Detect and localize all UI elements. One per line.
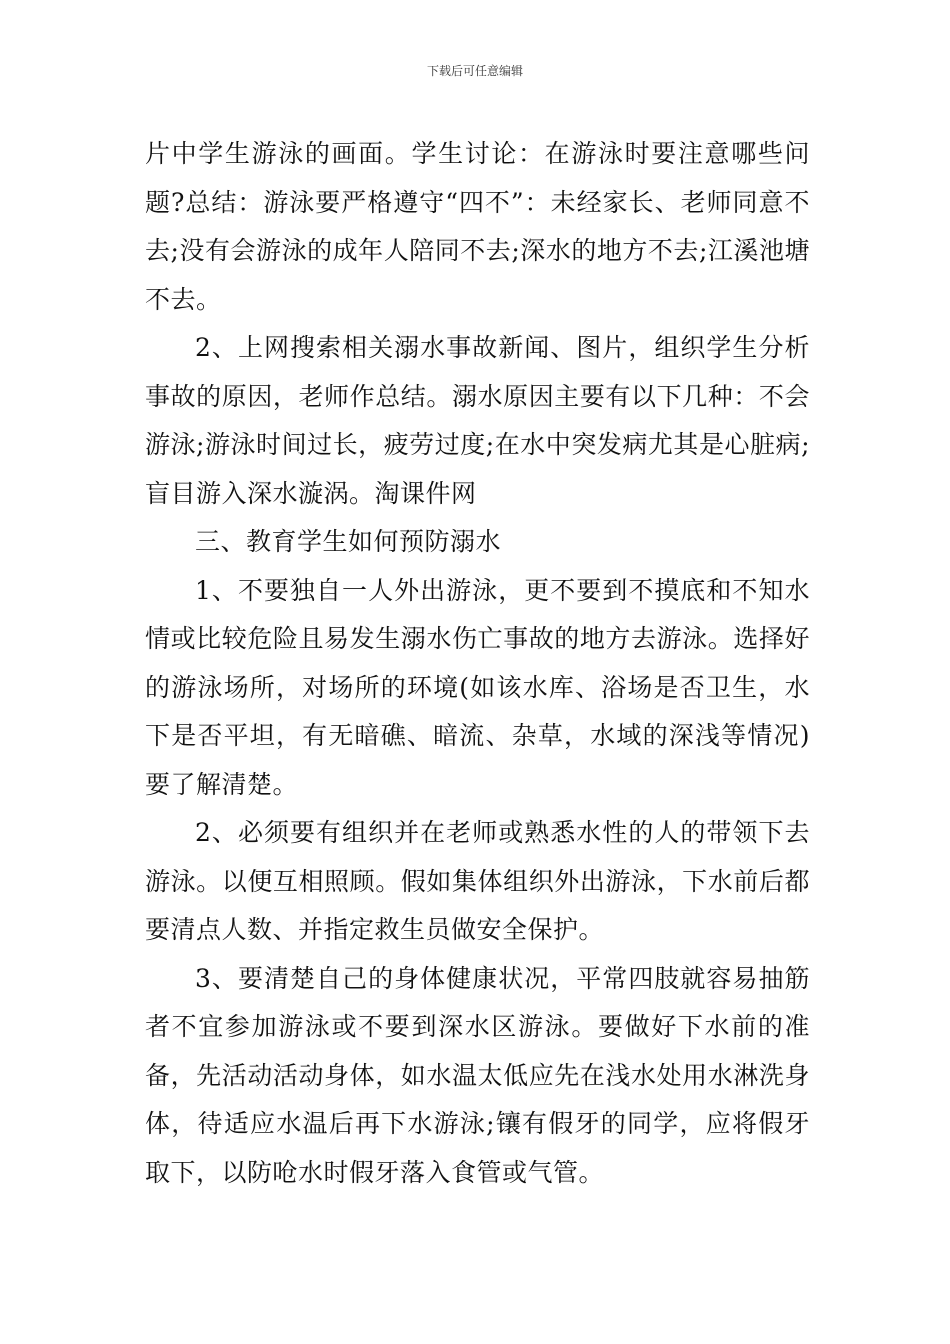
section-heading-prevention: 三、教育学生如何预防溺水 [195, 527, 502, 556]
paragraph-intro: 片中学生游泳的画面。学生讨论：在游泳时要注意哪些问题?总结：游泳要严格遵守“四不”：未经家长、老师同意不去;没有会游泳的成年人陪同不去;深水的地方不去;江溪池塘不去。 [145, 139, 810, 314]
paragraph-rule-2: 2、必须要有组织并在老师或熟悉水性的人的带领下去游泳。以便互相照顾。假如集体组织外出游泳，下水前后都要清点人数、并指定救生员做安全保护。 [145, 818, 810, 944]
paragraph-drowning-causes: 2、上网搜索相关溺水事故新闻、图片，组织学生分析事故的原因，老师作总结。溺水原因主要有以下几种：不会游泳;游泳时间过长，疲劳过度;在水中突发病尤其是心脏病;盲目游入深水漩涡。淘课件网 [145, 333, 810, 508]
header-note: 下载后可任意编辑 [426, 64, 523, 78]
paragraph-rule-1: 1、不要独自一人外出游泳，更不要到不摸底和不知水情或比较危险且易发生溺水伤亡事故的地方去游泳。选择好的游泳场所，对场所的环境(如该水库、浴场是否卫生，水下是否平坦，有无暗礁、暗流、杂草，水域的深浅等情况)要了解清楚。 [145, 575, 810, 799]
paragraph-rule-3: 3、要清楚自己的身体健康状况，平常四肢就容易抽筋者不宜参加游泳或不要到深水区游泳。要做好下水前的准备，先活动活动身体，如水温太低应先在浅水处用水淋洗身体，待适应水温后再下水游泳;镶有假牙的同学，应将假牙取下，以防呛水时假牙落入食管或气管。 [145, 963, 810, 1187]
document-body [145, 130, 810, 1197]
